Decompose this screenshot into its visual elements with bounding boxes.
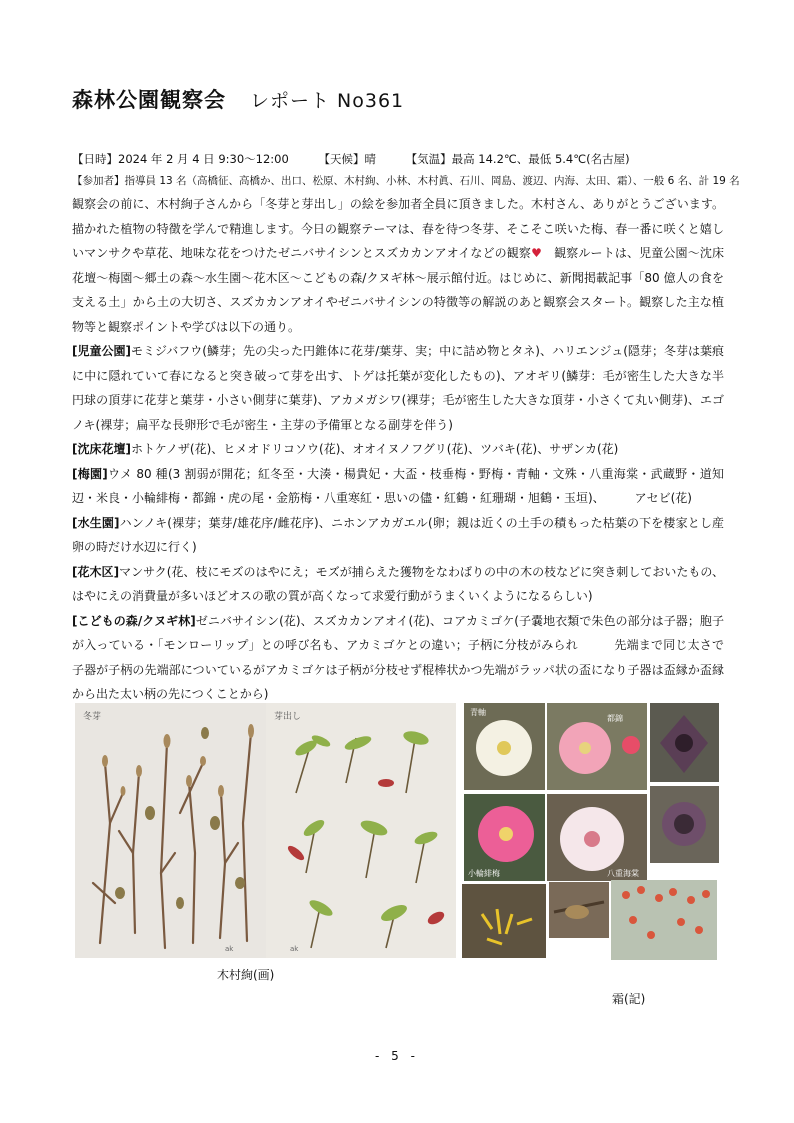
report-number: レポート No361 xyxy=(250,90,405,112)
report-title: 森林公園観察会 xyxy=(72,88,226,112)
photo-label: 小輪緋梅 xyxy=(468,869,500,878)
temperature-label: 【気温】 xyxy=(405,152,452,166)
section-text: モミジバフウ(鱗芽；先の尖った円錐体に花芽/葉芽、実；中に詰め物とタネ)、ハリエンジュ(隠芽；冬芽は葉痕に中に隠れていて春になると突き破って芽を出す、トゲは托葉が変化したもの)、アオギリ(鱗芽：毛が密生した大きな半円球の頂芽に花芽と葉芽・小さい側芽に葉芽)、アカメガシワ(裸芽；毛が密生した大きな頂芽・小さくて丸い側芽)、エゴノキ(裸芽；扁平な長卵形で毛が密生・主芽の予備軍となる副芽を伴う) xyxy=(72,344,724,432)
section-label: [花木区] xyxy=(72,564,120,579)
drawing-sign: ak xyxy=(225,945,234,953)
drawing-sign: ak xyxy=(290,945,299,953)
temperature-value: 最高 14.2℃、最低 5.4℃(名古屋) xyxy=(451,152,630,166)
section-label: [沈床花壇] xyxy=(72,442,131,456)
weather-label: 【天候】 xyxy=(318,152,365,166)
photo-shrike-impaled-prey xyxy=(549,882,609,938)
section-label: [児童公園] xyxy=(72,344,132,358)
section-text: マンサク(花、枝にモズのはやにえ；モズが捕らえた獲物をなわばりの中の木の枝などに突き刺しておいたもの、はやにえの消費量が多いほどオスの歌の質が高くなって求愛行動がうまくいくようになるらしい) xyxy=(72,564,724,603)
date-value: 2024 年 2 月 4 日 9:30～12:00 xyxy=(118,152,289,166)
photo-shourinhibai-plum xyxy=(464,794,545,881)
section-label: [梅園] xyxy=(72,466,108,481)
drawing-credit: 木村絢(画) xyxy=(217,968,275,982)
photo-label: 青軸 xyxy=(470,708,486,717)
heart-icon: ♥ xyxy=(531,246,542,260)
meta-line-2 xyxy=(72,173,740,188)
report-credit: 霜(記) xyxy=(612,992,646,1006)
drawing-label: 冬芽 xyxy=(83,712,102,722)
section-childrens-forest xyxy=(72,609,724,707)
date-label: 【日時】 xyxy=(72,152,118,166)
photo-witch-hazel xyxy=(462,884,546,958)
section-childrens-park xyxy=(72,339,724,437)
section-text: ハンノキ(裸芽；葉芽/雄花序/雌花序)、ニホンアカガエル(卵；親は近くの土手の積もった枯葉の下を棲家とし産卵の時だけ水辺に行く) xyxy=(72,515,724,554)
winter-buds-drawing xyxy=(75,703,266,958)
photo-miyakonishiki-plum xyxy=(547,703,647,790)
sprouting-drawing xyxy=(266,703,456,958)
section-aquatic-garden xyxy=(72,511,724,560)
section-label: [水生園] xyxy=(72,515,120,530)
page-number: - 5 - xyxy=(375,1049,419,1063)
participants-value: 指導員 13 名（高橋征、高橋か、出口、松原、木村絢、小林、木村眞、石川、岡島、渡辺、内海、太田、霜）、一般 6 名、計 19 名 xyxy=(124,175,740,187)
section-label: [こどもの森/クヌギ林] xyxy=(72,613,196,628)
photo-label: 八重海棠 xyxy=(607,869,639,878)
intro-text-2: 観察ルートは、児童公園～沈床花壇～梅園～郷土の森～水生園～花木区～こどもの森/クヌギ林～展示館付近。はじめに、新聞掲載記事「80 億人の食を支える土」から土の大切さ、スズカカンアオイやゼニバサイシンの特徴等の解説のあと観察会スタート。観察した主な植物等と観察ポイントや学びは以下の通り。 xyxy=(72,246,724,334)
section-sunken-garden xyxy=(72,437,724,462)
photo-yaekaidou-plum xyxy=(547,794,647,881)
page-title xyxy=(72,84,404,114)
section-text: ゼニバサイシン(花)、スズカカンアオイ(花)、コアカミゴケ(子嚢地衣類で朱色の部分は子器；胞子が入っている・「モンローリップ」との呼び名も、アカミゴケとの違い；子柄に分枝がみられ 先端まで同じ太さで子器が子柄の先端部についているがアカミゴケは子柄が分枝せず棍棒状かつ先端がラッパ状の盃になり子器は盃縁か盃縁から出た太い柄の先につくことから) xyxy=(72,613,724,701)
photo-label: 都錦 xyxy=(607,714,623,723)
weather-value: 晴 xyxy=(364,152,376,166)
section-text: ウメ 80 種(3 割弱が開花；紅冬至・大湊・楊貴妃・大盃・枝垂梅・野梅・青軸・文殊・八重海棠・武蔵野・道知辺・米良・小輪緋梅・都錦・虎の尾・金筋梅・八重寒紅・思いの儘・紅鶴・紅珊瑚・旭鶴・玉垣)、 アセビ(花) xyxy=(72,466,724,505)
section-flowering-trees xyxy=(72,560,724,609)
photo-wild-ginger-flower-1 xyxy=(650,703,719,782)
photo-wild-ginger-flower-2 xyxy=(650,786,719,863)
photo-cladonia-lichen xyxy=(611,880,717,960)
meta-line-1 xyxy=(72,151,630,167)
section-plum-garden xyxy=(72,462,724,511)
intro-text-1: 観察会の前に、木村絢子さんから「冬芽と芽出し」の絵を参加者全員に頂きました。木村さん、ありがとうございます。描かれた植物の特徴を学んで精進します。今日の観察テーマは、春を待つ冬芽、そこそこ咲いた梅、春一番に咲くと嬉しいマンサクや草花、地味な花をつけたゼニバサイシンとスズカカンアオイなどの観察 xyxy=(72,197,724,260)
report-body xyxy=(72,192,724,707)
photo-aojiku-plum xyxy=(464,703,545,790)
section-text: ホトケノザ(花)、ヒメオドリコソウ(花)、オオイヌノフグリ(花)、ツバキ(花)、サザンカ(花) xyxy=(130,442,619,456)
drawing-label: 芽出し xyxy=(274,712,302,722)
participants-label: 【参加者】 xyxy=(72,175,125,187)
intro-paragraph xyxy=(72,192,724,339)
